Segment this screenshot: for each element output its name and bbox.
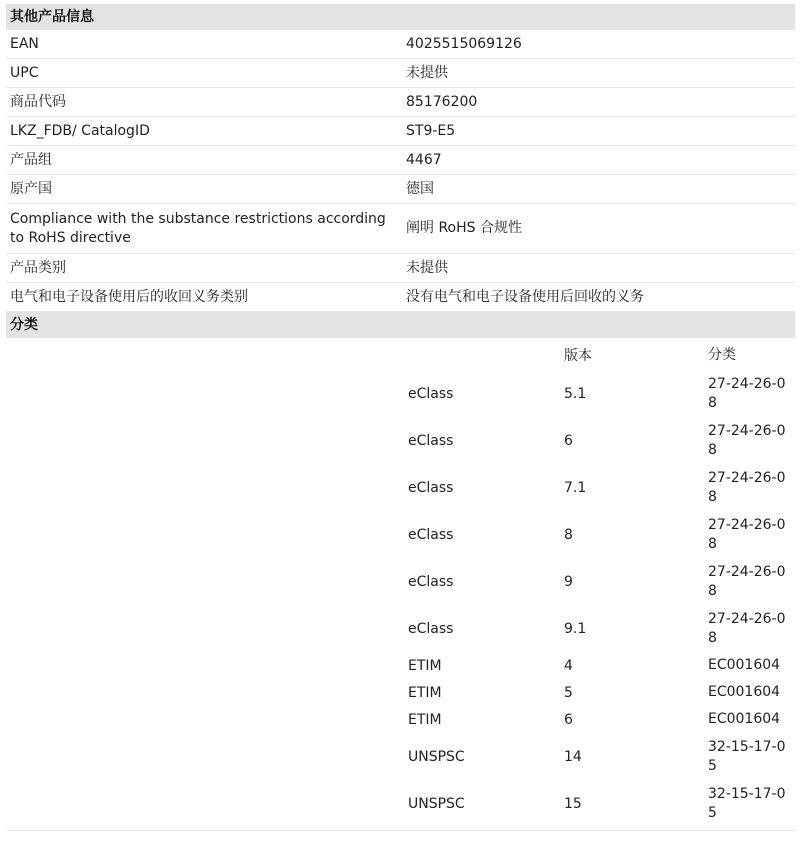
table-row (6, 558, 795, 605)
info-row-country-of-origin (6, 175, 795, 204)
cell-version: 9 (564, 573, 573, 590)
other-info-header: 其他产品信息 (6, 4, 795, 30)
cell-version: 6 (564, 711, 573, 728)
cell-version: 15 (564, 795, 582, 812)
cell-system: ETIM (408, 711, 442, 728)
info-label: 产品组 (10, 151, 52, 168)
info-value: ST9-E5 (406, 122, 456, 139)
cell-version: 9.1 (564, 620, 587, 637)
column-header-version: 版本 (564, 348, 592, 364)
cell-system: UNSPSC (408, 795, 465, 812)
cell-class: 27-24-26-08 (708, 516, 786, 552)
info-value: 4467 (406, 151, 442, 168)
info-label: Compliance with the substance restrictions according to RoHS directive (10, 210, 386, 246)
cell-system: ETIM (408, 657, 442, 674)
cell-version: 8 (564, 526, 573, 543)
info-value: 德国 (406, 180, 434, 197)
info-label: 原产国 (10, 180, 52, 197)
cell-class: EC001604 (708, 684, 781, 700)
table-row (6, 464, 795, 511)
info-label: UPC (10, 64, 39, 81)
info-label: 商品代码 (10, 93, 66, 110)
info-row-commodity-code (6, 88, 795, 117)
column-header-class: 分类 (708, 346, 736, 363)
info-row-rohs-compliance (6, 204, 795, 254)
table-row (6, 511, 795, 558)
info-row-weee-takeback (6, 283, 795, 312)
info-label: 产品类别 (10, 259, 66, 276)
info-value: 4025515069126 (406, 35, 522, 52)
cell-class: 27-24-26-08 (708, 610, 786, 646)
table-row (6, 652, 795, 679)
info-value: 未提供 (406, 64, 448, 81)
cell-system: ETIM (408, 684, 442, 701)
cell-version: 6 (564, 432, 573, 449)
cell-class: 27-24-26-08 (708, 563, 786, 599)
cell-class: EC001604 (708, 711, 781, 727)
cell-class: 27-24-26-08 (708, 422, 786, 458)
cell-system: eClass (408, 385, 454, 402)
table-row (6, 733, 795, 780)
cell-class: 27-24-26-08 (708, 469, 786, 505)
product-info-panel (6, 4, 795, 831)
classification-header: 分类 (6, 312, 795, 338)
cell-class: 32-15-17-05 (708, 738, 786, 774)
info-value: 没有电气和电子设备使用后回收的义务 (406, 288, 644, 305)
info-label: EAN (10, 35, 39, 52)
cell-version: 7.1 (564, 479, 587, 496)
cell-system: eClass (408, 479, 454, 496)
classification-table-header (6, 340, 795, 370)
table-row (6, 679, 795, 706)
cell-system: UNSPSC (408, 748, 465, 765)
cell-version: 5 (564, 684, 573, 701)
cell-system: eClass (408, 526, 454, 543)
divider (6, 830, 795, 831)
info-row-product-category (6, 254, 795, 283)
table-row (6, 706, 795, 733)
cell-class: EC001604 (708, 657, 781, 673)
cell-system: eClass (408, 620, 454, 637)
cell-class: 32-15-17-05 (708, 785, 786, 821)
classification-table (6, 340, 795, 831)
cell-version: 14 (564, 748, 582, 765)
cell-class: 27-24-26-08 (708, 375, 786, 411)
table-row (6, 605, 795, 652)
info-row-ean (6, 30, 795, 59)
cell-system: eClass (408, 432, 454, 449)
table-row (6, 780, 795, 827)
info-value: 阐明 RoHS 合规性 (406, 220, 522, 236)
table-row (6, 417, 795, 464)
cell-version: 4 (564, 657, 573, 674)
table-row (6, 370, 795, 417)
info-row-upc (6, 59, 795, 88)
info-label: LKZ_FDB/ CatalogID (10, 122, 150, 139)
info-row-catalog-id (6, 117, 795, 146)
info-value: 未提供 (406, 259, 448, 276)
cell-system: eClass (408, 573, 454, 590)
info-row-product-group (6, 146, 795, 175)
cell-version: 5.1 (564, 385, 587, 402)
info-label: 电气和电子设备使用后的收回义务类别 (10, 288, 248, 305)
info-value: 85176200 (406, 93, 478, 110)
